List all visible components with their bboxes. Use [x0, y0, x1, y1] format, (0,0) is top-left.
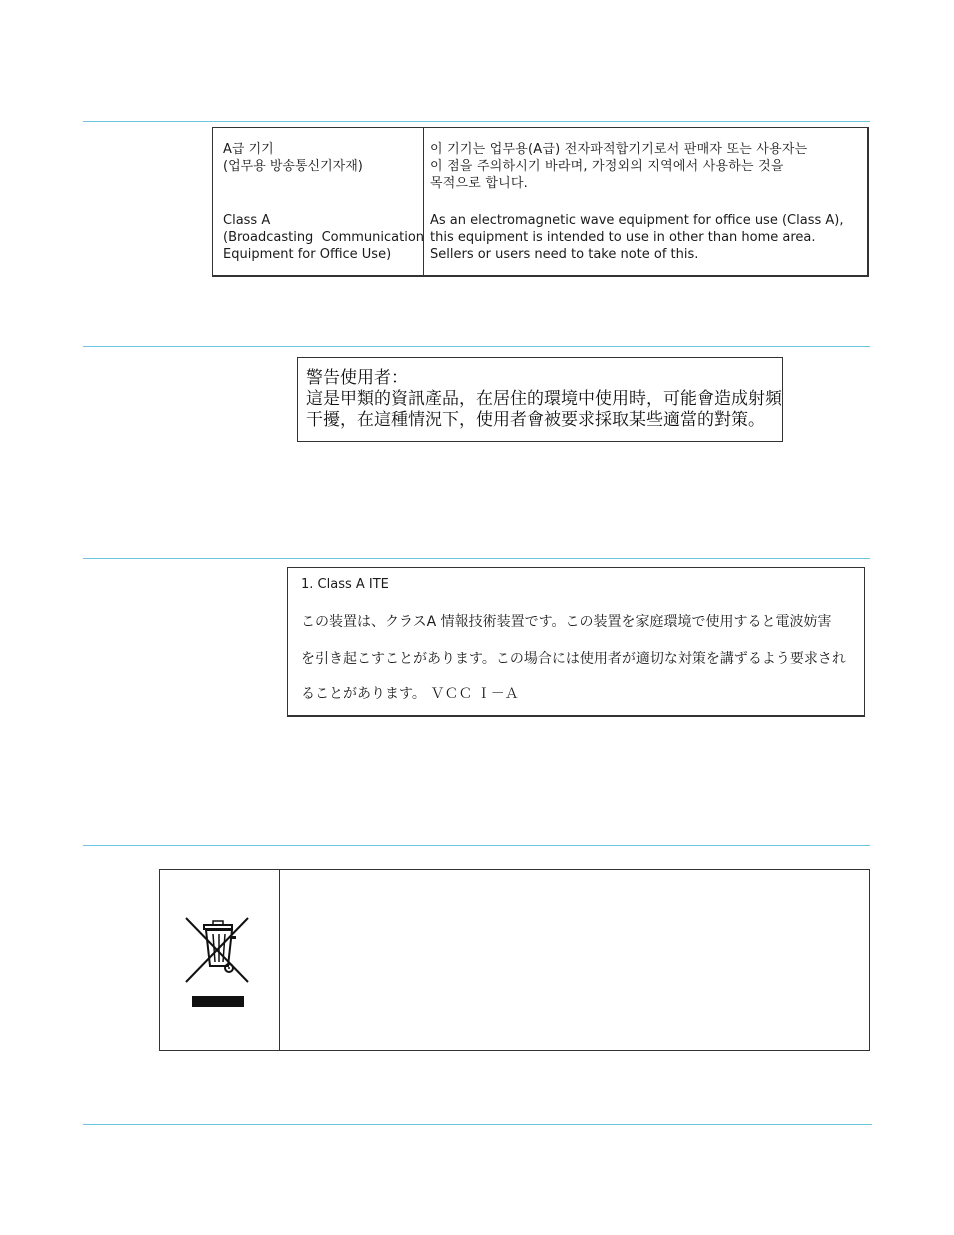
- taiwan-warning-box: [297, 357, 783, 442]
- section-divider: [83, 121, 870, 122]
- japan-vcci-title: 1. Class A ITE: [301, 577, 389, 592]
- korea-statement-cell: [424, 128, 867, 275]
- korea-statement-korean: 이 기기는 업무용(A급) 전자파적합기기로서 판매자 또는 사용자는 이 점을 주의하시기 바라며, 가정외의 지역에서 사용하는 것을 목적으로 합니다.: [430, 142, 808, 191]
- korea-label-korean: A급 기기 (업무용 방송통신기자재): [223, 142, 363, 174]
- taiwan-warning-line: 這是甲類的資訊產品，在居住的環境中使用時，可能會造成射頻: [306, 389, 782, 409]
- japan-vcci-line: を引き起こすことがあります。この場合には使用者が適切な対策を講ずるよう要求され: [301, 651, 846, 667]
- korea-class-a-table: [212, 127, 869, 277]
- section-divider: [83, 845, 870, 846]
- taiwan-warning-heading: 警告使用者：: [306, 368, 408, 388]
- section-divider: [83, 558, 870, 559]
- weee-table: [159, 869, 870, 1051]
- korea-label-cell: [213, 128, 424, 275]
- japan-vcci-box: [287, 567, 865, 717]
- section-divider: [83, 346, 870, 347]
- japan-vcci-line: ることがあります。 ＶＣＣ Ｉ－Ａ: [301, 686, 519, 702]
- korea-label-english: Class A (Broadcasting Communication Equipment for Office Use): [223, 213, 425, 262]
- section-divider: [83, 1124, 872, 1125]
- crossed-out-wheelie-bin-icon: [182, 914, 254, 1010]
- weee-text-cell: [280, 870, 869, 1050]
- japan-vcci-line: この装置は、クラスA 情報技術装置です。この装置を家庭環境で使用すると電波妨害: [301, 614, 832, 630]
- korea-statement-english: As an electromagnetic wave equipment for office use (Class A), this equipment is intended to use in other than home area. Sellers or users need to take note of this.: [430, 213, 844, 262]
- weee-icon-cell: [160, 870, 280, 1050]
- taiwan-warning-line: 干擾，在這種情況下，使用者會被要求採取某些適當的對策。: [306, 410, 765, 430]
